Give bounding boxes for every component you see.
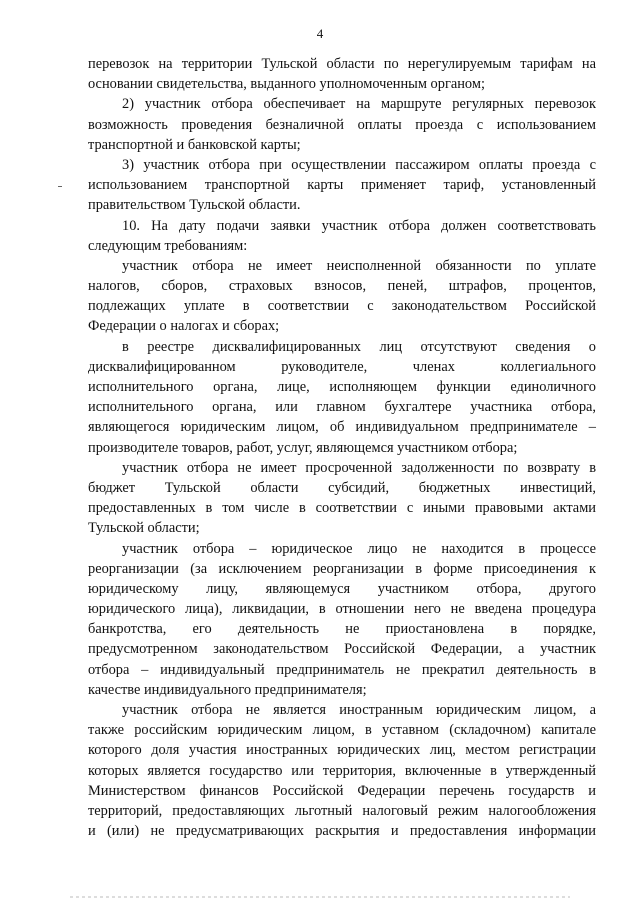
text-line: бюджет Тульской области субсидий, бюджетных инвестиций,	[88, 479, 596, 496]
text-line: перевозок на территории Тульской области по нерегулируемым тарифам на	[88, 56, 596, 72]
text-line: правительством Тульской области.	[88, 197, 301, 214]
text-line: являющегося юридическим лицом, об индивидуальном предпринимателе –	[88, 419, 596, 436]
text-line: Тульской области;	[88, 520, 200, 537]
text-line: использованием транспортной карты применяет тариф, установленный	[88, 177, 596, 194]
text-line: 2) участник отбора обеспечивает на маршруте регулярных перевозок	[122, 96, 596, 113]
text-line: и (или) не предусматривающих раскрытия и предоставления информации	[88, 823, 596, 840]
text-line: основании свидетельства, выданного уполномоченным органом;	[88, 76, 485, 93]
text-line: 10. На дату подачи заявки участник отбора должен соответствовать	[122, 217, 596, 234]
text-line: которого доля участия иностранных юридических лиц, местом регистрации	[88, 742, 596, 759]
scan-artifact	[70, 896, 570, 898]
text-line: Федерации о налогах и сборах;	[88, 318, 280, 335]
text-line: налогов, сборов, страховых взносов, пеней, штрафов, процентов,	[88, 278, 596, 295]
text-line: предоставленных в том числе в соответствии с иными правовыми актами	[88, 500, 596, 517]
text-line: отбора – индивидуальный предприниматель не прекратил деятельность в	[88, 661, 596, 678]
text-line: участник отбора не имеет неисполненной обязанности по уплате	[122, 257, 596, 274]
text-line: дисквалифицированном руководителе, членах коллегиального	[88, 358, 596, 375]
text-line: транспортной и банковской карты;	[88, 136, 301, 153]
text-line: участник отбора не имеет просроченной задолженности по возврату в	[122, 459, 596, 476]
text-line: участник отбора – юридическое лицо не находится в процессе	[122, 540, 596, 557]
text-line: банкротства, его деятельность не приостановлена в порядке,	[88, 621, 596, 638]
text-line: юридическому лицу, являющемуся участником отбора, другого	[88, 580, 596, 597]
text-line: участник отбора не является иностранным юридическим лицом, а	[122, 702, 596, 718]
text-line: территорий, предоставляющих льготный налоговый режим налогообложения	[88, 802, 596, 819]
text-line: следующим требованиям:	[88, 237, 248, 254]
text-line: также российским юридическим лицом, в уставном (складочном) капитале	[88, 722, 596, 739]
text-line: 3) участник отбора при осуществлении пассажиром оплаты проезда с	[122, 156, 596, 173]
text-line: предусмотренном законодательством Российской Федерации, а участник	[88, 641, 596, 658]
text-line: подлежащих уплате в соответствии с законодательством Российской	[88, 298, 596, 315]
text-line: исполнительного органа, лице, исполняющем функции единоличного	[88, 379, 596, 395]
text-line: Министерством финансов Российской Федерации перечень государств и	[88, 782, 596, 799]
text-line: качестве индивидуального предпринимателя;	[88, 681, 367, 698]
text-line: производителе товаров, работ, услуг, являющемся участником отбора;	[88, 439, 518, 456]
document-body	[88, 54, 596, 841]
text-line: исполнительного органа, или главном бухгалтере участника отбора,	[88, 399, 596, 416]
text-line: возможность проведения безналичной оплаты проезда с использованием	[88, 116, 596, 133]
text-line: в реестре дисквалифицированных лиц отсутствуют сведения о	[122, 338, 596, 355]
text-line: юридического лица), ликвидации, в отношении него не введена процедура	[88, 601, 596, 618]
text-line: реорганизации (за исключением реорганизации в форме присоединения к	[88, 560, 596, 577]
text-line: которых является государство или территория, включенные в утвержденный	[88, 762, 596, 779]
margin-mark	[58, 186, 62, 187]
page-number: 4	[316, 26, 324, 41]
